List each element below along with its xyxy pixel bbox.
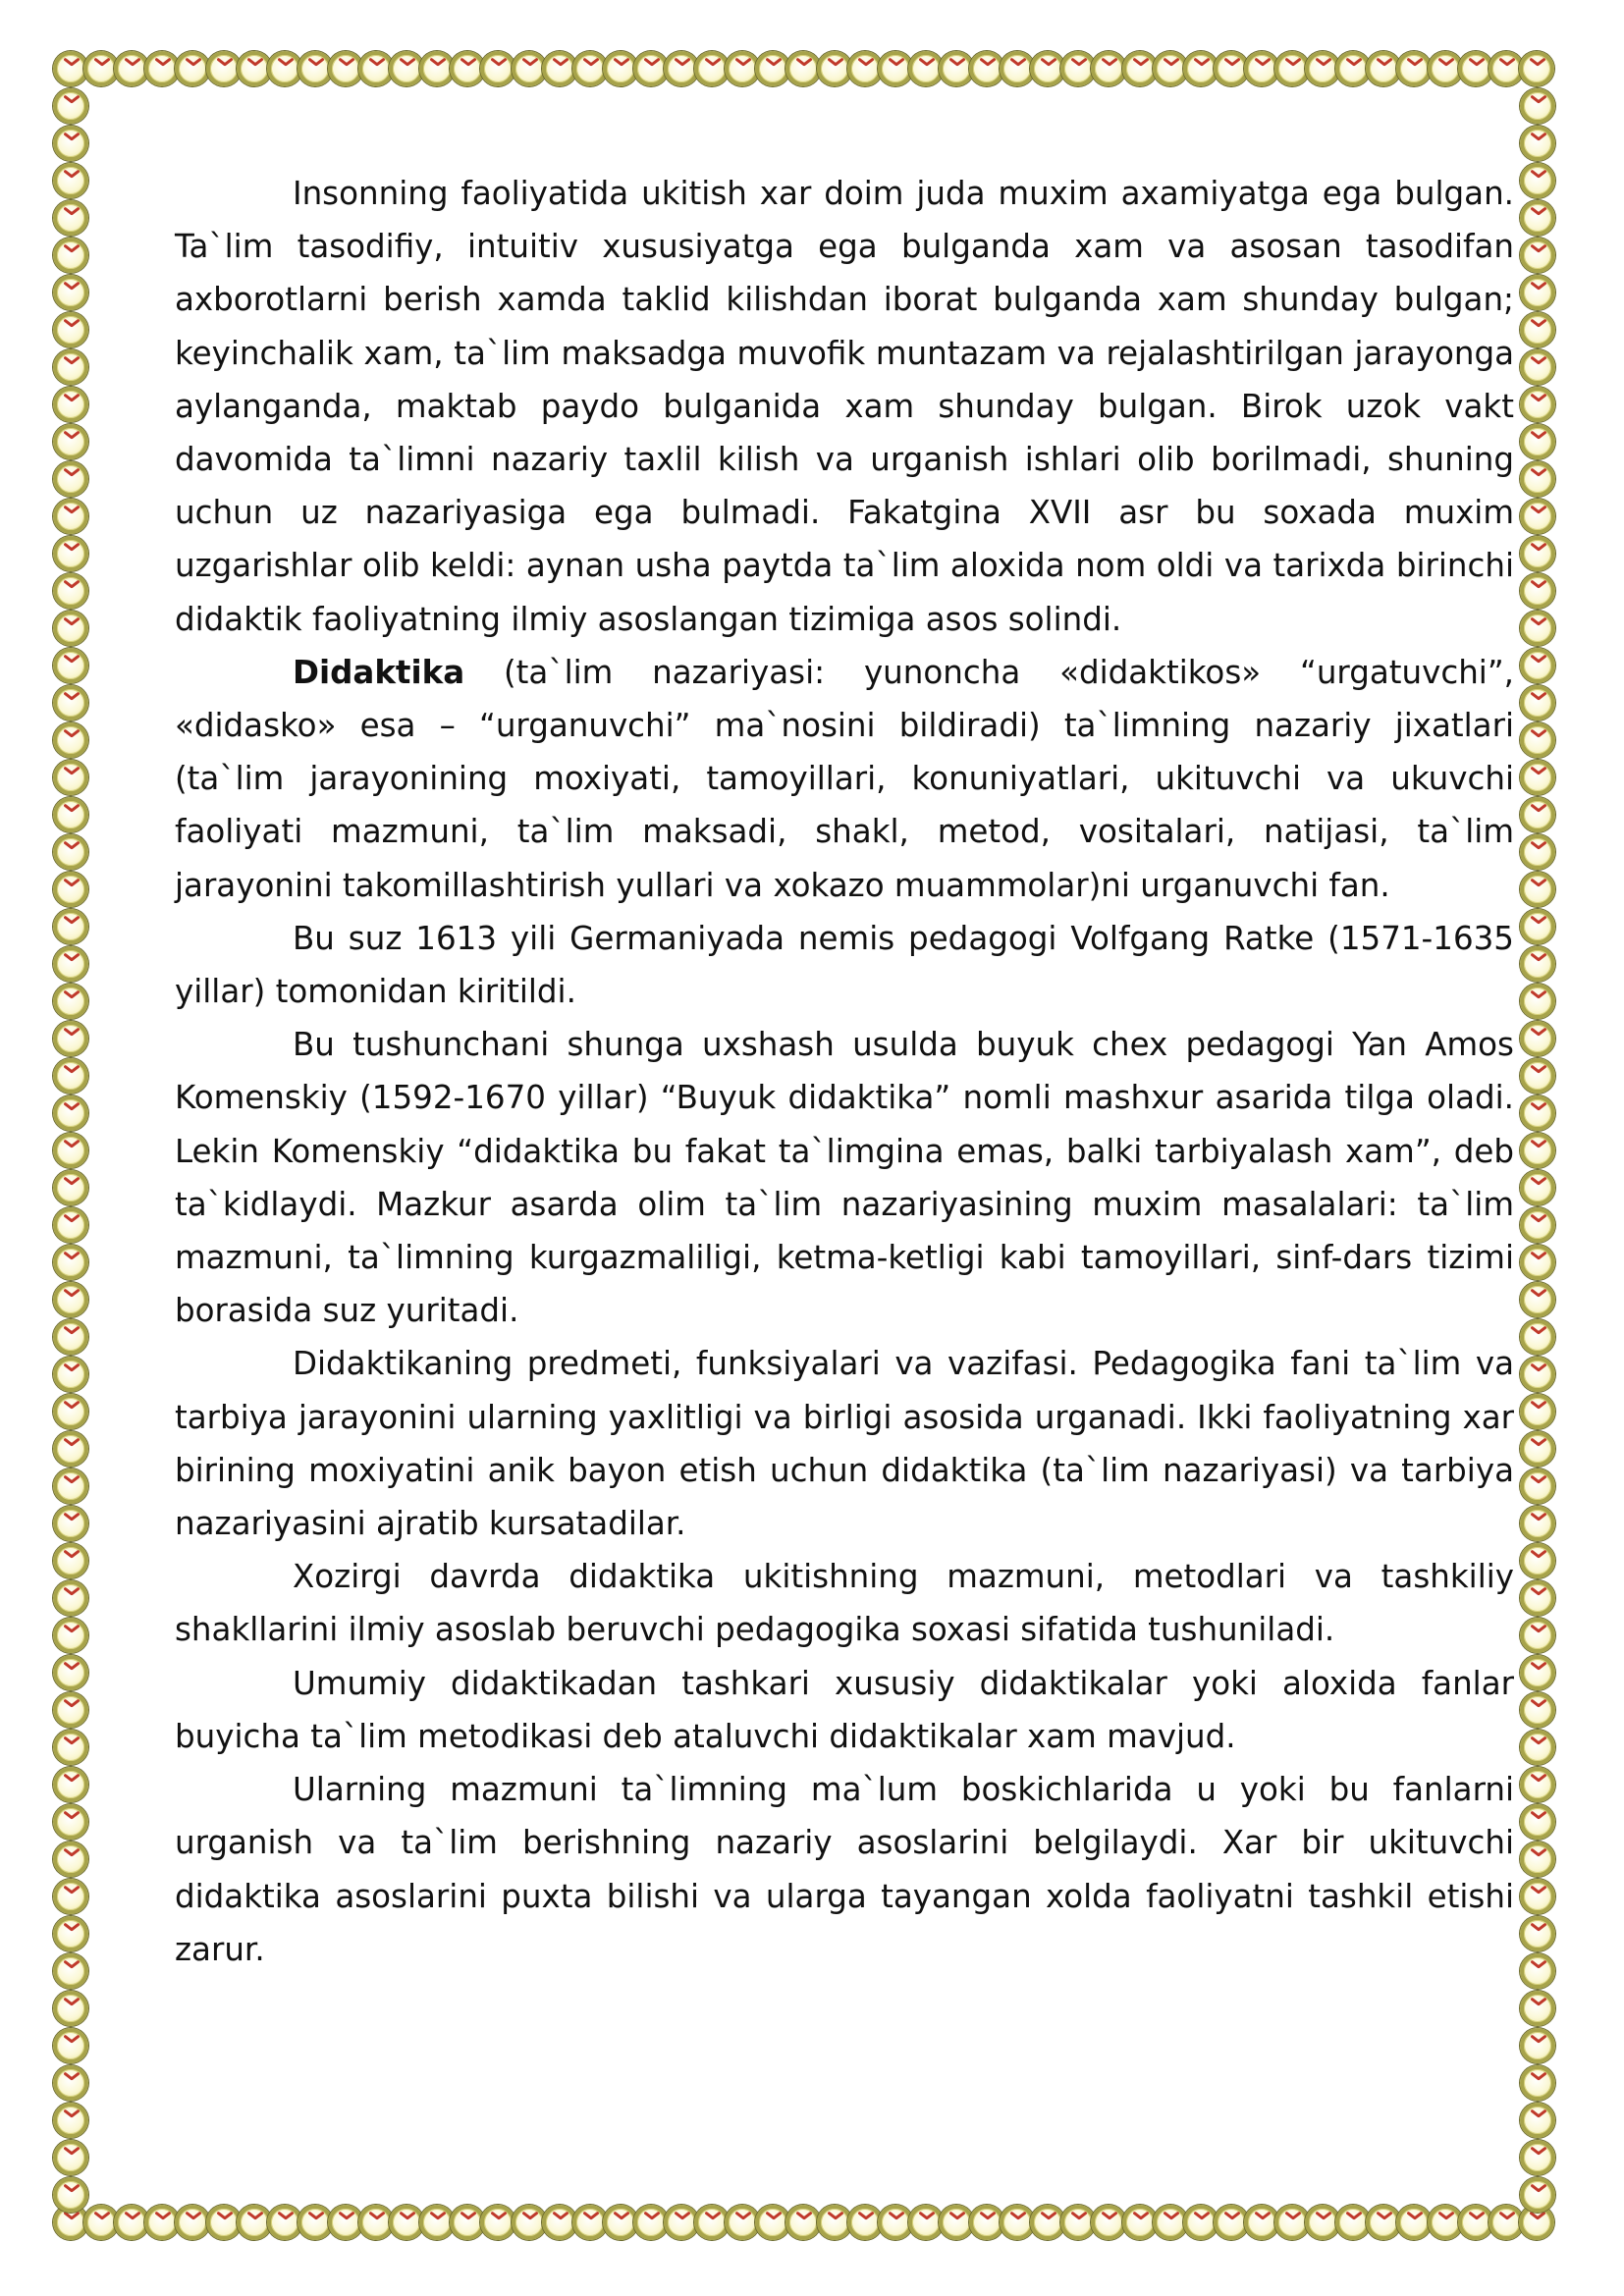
- clock-icon: [1335, 2205, 1371, 2240]
- clock-icon: [1214, 2205, 1249, 2240]
- clock-icon: [1520, 1767, 1555, 1802]
- clock-icon: [450, 2205, 485, 2240]
- clock-icon: [389, 51, 424, 86]
- clock-icon: [53, 1618, 88, 1653]
- clock-icon: [144, 2205, 180, 2240]
- clock-icon: [175, 2205, 210, 2240]
- clock-icon: [1520, 1319, 1555, 1355]
- clock-icon: [1520, 1468, 1555, 1504]
- clock-icon: [1274, 2205, 1310, 2240]
- clock-icon: [512, 51, 547, 86]
- clock-icon: [53, 1245, 88, 1280]
- clock-icon: [1489, 2205, 1524, 2240]
- clock-icon: [633, 51, 669, 86]
- clock-icon: [53, 872, 88, 907]
- clock-icon: [1366, 51, 1401, 86]
- clock-icon: [389, 2205, 424, 2240]
- clock-icon: [53, 1916, 88, 1951]
- clock-icon: [480, 51, 515, 86]
- clock-icon: [1060, 2205, 1096, 2240]
- clock-icon: [53, 1804, 88, 1840]
- clock-icon: [1520, 424, 1555, 459]
- clock-icon: [1520, 88, 1555, 124]
- clock-icon: [237, 51, 272, 86]
- clock-icon: [1122, 2205, 1158, 2240]
- clock-icon: [53, 2205, 88, 2240]
- clock-icon: [572, 2205, 608, 2240]
- clock-icon: [847, 2205, 883, 2240]
- paragraph-general: [175, 1657, 1514, 1763]
- clock-icon: [298, 2205, 333, 2240]
- paragraph-conclusion: [175, 1763, 1514, 1976]
- clock-icon: [53, 2140, 88, 2175]
- clock-icon: [1520, 200, 1555, 236]
- clock-icon: [114, 51, 149, 86]
- clock-icon: [1520, 1133, 1555, 1168]
- clock-icon: [53, 1170, 88, 1205]
- clock-icon: [1520, 461, 1555, 497]
- clock-icon: [53, 1133, 88, 1168]
- clock-icon: [847, 51, 883, 86]
- clock-icon: [1458, 51, 1493, 86]
- clock-icon: [1520, 648, 1555, 683]
- clock-icon: [53, 1655, 88, 1690]
- paragraph-intro: [175, 167, 1514, 646]
- clock-icon: [53, 499, 88, 534]
- clock-icon: [1520, 1953, 1555, 1989]
- clock-icon: [1214, 51, 1249, 86]
- clock-icon: [53, 722, 88, 758]
- clock-icon: [542, 51, 577, 86]
- paragraph-subject: [175, 1337, 1514, 1550]
- paragraph-text: Xozirgi davrda didaktika ukitishning mazmuni, metodlari va tashkiliy shakllarini ilmiy asoslab beruvchi pedagogika soxasi sifatida tushuniladi.: [175, 1558, 1514, 1649]
- clock-icon: [53, 1095, 88, 1131]
- clock-icon: [1520, 349, 1555, 385]
- clock-icon: [83, 51, 119, 86]
- clock-icon: [1091, 2205, 1126, 2240]
- clock-icon: [1520, 238, 1555, 273]
- clock-icon: [1366, 2205, 1401, 2240]
- clock-icon: [1520, 499, 1555, 534]
- clock-icon: [694, 2205, 730, 2240]
- clock-icon: [1060, 51, 1096, 86]
- clock-icon: [298, 51, 333, 86]
- paragraph-text: Bu tushunchani shunga uxshash usulda buyuk chex pedagogi Yan Amos Komenskiy (1592-1670 yillar) “Buyuk didaktika” nomli mashxur asarida tilga oladi. Lekin Komenskiy “didaktika bu fakat ta`limgina emas, balki tarbiyalash xam”, deb ta`kidlaydi. Mazkur asarda olim ta`lim nazariyasining muxim masalalari: ta`lim mazmuni, ta`limning kurgazmaliligi, ketma-ketligi kabi tamoyillari, sinf-dars tizimi borasida suz yuritadi.: [175, 1026, 1514, 1330]
- clock-icon: [53, 1767, 88, 1802]
- paragraph-modern: [175, 1550, 1514, 1656]
- clock-icon: [1520, 872, 1555, 907]
- clock-icon: [419, 2205, 455, 2240]
- clock-icon: [1520, 1879, 1555, 1914]
- clock-icon: [1520, 275, 1555, 310]
- clock-icon: [53, 2177, 88, 2213]
- clock-icon: [1520, 1506, 1555, 1541]
- clock-icon: [1183, 2205, 1218, 2240]
- clock-icon: [878, 2205, 913, 2240]
- clock-icon: [664, 2205, 699, 2240]
- clock-icon: [328, 51, 363, 86]
- clock-icon: [785, 51, 821, 86]
- clock-icon: [1520, 946, 1555, 982]
- clock-icon: [1520, 1207, 1555, 1243]
- clock-icon: [1520, 760, 1555, 795]
- clock-icon: [1520, 722, 1555, 758]
- clock-icon: [53, 1468, 88, 1504]
- clock-icon: [1520, 984, 1555, 1019]
- clock-icon: [1520, 685, 1555, 721]
- clock-icon: [267, 51, 302, 86]
- paragraph-komenskiy: [175, 1018, 1514, 1337]
- paragraph-didaktika-definition: [175, 646, 1514, 912]
- clock-icon: [1520, 1357, 1555, 1392]
- clock-icon: [572, 51, 608, 86]
- clock-icon: [1520, 797, 1555, 832]
- clock-icon: [1396, 51, 1432, 86]
- clock-icon: [1520, 536, 1555, 571]
- clock-icon: [1520, 1618, 1555, 1653]
- clock-icon: [1520, 1991, 1555, 2026]
- clock-icon: [53, 909, 88, 944]
- clock-icon: [144, 51, 180, 86]
- paragraph-ratke: [175, 912, 1514, 1018]
- clock-icon: [1520, 2140, 1555, 2175]
- clock-icon: [1520, 1543, 1555, 1578]
- clock-icon: [83, 2205, 119, 2240]
- clock-icon: [53, 387, 88, 422]
- clock-icon: [53, 238, 88, 273]
- clock-icon: [53, 611, 88, 646]
- clock-icon: [1274, 51, 1310, 86]
- clock-icon: [1520, 2103, 1555, 2138]
- clock-icon: [1520, 1842, 1555, 1877]
- clock-icon: [969, 51, 1004, 86]
- clock-icon: [1520, 163, 1555, 198]
- clock-icon: [1520, 834, 1555, 870]
- clock-icon: [53, 349, 88, 385]
- document-body: [175, 167, 1514, 1976]
- clock-icon: [53, 1058, 88, 1094]
- clock-icon: [633, 2205, 669, 2240]
- term-didaktika: Didaktika: [293, 653, 465, 691]
- clock-icon: [785, 2205, 821, 2240]
- clock-icon: [53, 51, 88, 86]
- clock-icon: [1335, 51, 1371, 86]
- clock-icon: [939, 2205, 974, 2240]
- paragraph-text: Ularning mazmuni ta`limning ma`lum boskichlarida u yoki bu fanlarni urganish va ta`lim berishning nazariy asoslarini belgilaydi. Xar bir ukituvchi didaktika asoslarini puxta bilishi va ularga tayangan xolda faoliyatni tashkil etishi zarur.: [175, 1771, 1514, 1968]
- clock-icon: [908, 51, 944, 86]
- clock-icon: [53, 126, 88, 161]
- paragraph-text: Umumiy didaktikadan tashkari xususiy didaktikalar yoki aloxida fanlar buyicha ta`lim metodikasi deb ataluvchi didaktikalar xam mavjud.: [175, 1664, 1514, 1755]
- clock-icon: [1520, 1431, 1555, 1467]
- clock-icon: [1305, 51, 1340, 86]
- clock-icon: [53, 1319, 88, 1355]
- clock-icon: [114, 2205, 149, 2240]
- clock-icon: [664, 51, 699, 86]
- clock-icon: [53, 1842, 88, 1877]
- clock-icon: [53, 1431, 88, 1467]
- clock-icon: [1520, 1394, 1555, 1429]
- clock-icon: [53, 424, 88, 459]
- clock-icon: [603, 2205, 638, 2240]
- clock-icon: [1520, 1655, 1555, 1690]
- clock-icon: [53, 1879, 88, 1914]
- clock-icon: [53, 163, 88, 198]
- clock-icon: [53, 2103, 88, 2138]
- clock-icon: [206, 2205, 242, 2240]
- clock-icon: [53, 1991, 88, 2026]
- clock-icon: [1520, 611, 1555, 646]
- paragraph-text: Didaktikaning predmeti, funksiyalari va vazifasi. Pedagogika fani ta`lim va tarbiya jarayonini ularning yaxlitligi va birligi asosida urganadi. Ikki faoliyatning xar birining moxiyatini anik bayon etish uchun didaktika (ta`lim nazariyasi) va tarbiya nazariyasini ajratib kursatadilar.: [175, 1345, 1514, 1543]
- clock-icon: [1520, 1170, 1555, 1205]
- clock-icon: [53, 1357, 88, 1392]
- clock-icon: [1091, 51, 1126, 86]
- clock-icon: [969, 2205, 1004, 2240]
- clock-icon: [53, 2028, 88, 2063]
- clock-icon: [328, 2205, 363, 2240]
- clock-icon: [53, 1730, 88, 1765]
- clock-icon: [1520, 1021, 1555, 1056]
- clock-icon: [1489, 51, 1524, 86]
- clock-icon: [1520, 1245, 1555, 1280]
- clock-icon: [267, 2205, 302, 2240]
- clock-icon: [175, 51, 210, 86]
- clock-icon: [53, 1506, 88, 1541]
- clock-icon: [53, 1692, 88, 1728]
- clock-icon: [603, 51, 638, 86]
- clock-icon: [908, 2205, 944, 2240]
- clock-icon: [206, 51, 242, 86]
- clock-icon: [53, 536, 88, 571]
- paragraph-text: Bu suz 1613 yili Germaniyada nemis pedagogi Volfgang Ratke (1571-1635 yillar) tomonidan kiritildi.: [175, 919, 1514, 1011]
- clock-icon: [755, 51, 790, 86]
- clock-icon: [358, 51, 394, 86]
- clock-icon: [1519, 51, 1554, 86]
- clock-icon: [1000, 51, 1035, 86]
- clock-icon: [53, 1953, 88, 1989]
- clock-icon: [1244, 51, 1279, 86]
- clock-icon: [542, 2205, 577, 2240]
- clock-icon: [512, 2205, 547, 2240]
- clock-icon: [53, 1580, 88, 1616]
- clock-icon: [1520, 1058, 1555, 1094]
- clock-icon: [1520, 126, 1555, 161]
- clock-icon: [53, 797, 88, 832]
- clock-icon: [1520, 573, 1555, 609]
- clock-icon: [53, 275, 88, 310]
- clock-icon: [1153, 2205, 1188, 2240]
- clock-icon: [53, 2065, 88, 2101]
- clock-icon: [1520, 1730, 1555, 1765]
- clock-icon: [1520, 2177, 1555, 2213]
- clock-icon: [53, 834, 88, 870]
- clock-icon: [53, 1207, 88, 1243]
- clock-icon: [939, 51, 974, 86]
- clock-icon: [694, 51, 730, 86]
- clock-icon: [53, 1543, 88, 1578]
- paragraph-text: (ta`lim nazariyasi: yunoncha «didaktikos» “urgatuvchi”, «didasko» esa – “urganuvchi” ma`nosini bildiradi) ta`limning nazariy jixatlari (ta`lim jarayonining moxiyati, tamoyillari, konuniyatlari, ukituvchi va ukuvchi faoliyati mazmuni, ta`lim maksadi, shakl, metod, vositalari, natijasi, ta`lim jarayonini takomillashtirish yullari va xokazo muammolar)ni urganuvchi fan.: [175, 653, 1514, 904]
- clock-icon: [1519, 2205, 1554, 2240]
- clock-icon: [1030, 2205, 1065, 2240]
- clock-icon: [1520, 1580, 1555, 1616]
- clock-icon: [1520, 1916, 1555, 1951]
- clock-icon: [1520, 312, 1555, 347]
- clock-icon: [1183, 51, 1218, 86]
- clock-icon: [1396, 2205, 1432, 2240]
- clock-icon: [53, 200, 88, 236]
- clock-icon: [1122, 51, 1158, 86]
- clock-icon: [1520, 2065, 1555, 2101]
- clock-icon: [358, 2205, 394, 2240]
- clock-icon: [1520, 1095, 1555, 1131]
- clock-icon: [1030, 51, 1065, 86]
- clock-icon: [53, 685, 88, 721]
- clock-icon: [1000, 2205, 1035, 2240]
- clock-icon: [725, 51, 760, 86]
- clock-icon: [53, 573, 88, 609]
- clock-icon: [1520, 1804, 1555, 1840]
- clock-icon: [1153, 51, 1188, 86]
- clock-icon: [53, 946, 88, 982]
- clock-icon: [53, 312, 88, 347]
- clock-icon: [53, 1282, 88, 1317]
- clock-icon: [53, 1394, 88, 1429]
- clock-icon: [1428, 2205, 1463, 2240]
- clock-icon: [1428, 51, 1463, 86]
- clock-icon: [53, 1021, 88, 1056]
- clock-icon: [1520, 909, 1555, 944]
- clock-icon: [1520, 2028, 1555, 2063]
- clock-icon: [878, 51, 913, 86]
- clock-icon: [53, 984, 88, 1019]
- clock-icon: [1244, 2205, 1279, 2240]
- clock-icon: [725, 2205, 760, 2240]
- clock-icon: [53, 461, 88, 497]
- clock-icon: [419, 51, 455, 86]
- clock-icon: [817, 2205, 852, 2240]
- clock-icon: [1305, 2205, 1340, 2240]
- clock-icon: [53, 88, 88, 124]
- clock-icon: [450, 51, 485, 86]
- clock-icon: [237, 2205, 272, 2240]
- clock-icon: [1458, 2205, 1493, 2240]
- paragraph-text: Insonning faoliyatida ukitish xar doim juda muxim axamiyatga ega bulgan. Ta`lim tasodifiy, intuitiv xususiyatga ega bulganda xam va asosan tasodifan axborotlarni berish xamda taklid kilishdan iborat bulganda xam shunday bulgan; keyinchalik xam, ta`lim maksadga muvofik muntazam va rejalashtirilgan jarayonga aylanganda, maktab paydo bulganida xam shunday bulgan. Birok uzok vakt davomida ta`limni nazariy taxlil kilish va urganish ishlari olib borilmadi, shuning uchun uz nazariyasiga ega bulmadi. Fakatgina XVII asr bu soxada muxim uzgarishlar olib keldi: aynan usha paytda ta`lim aloxida nom oldi va tarixda birinchi didaktik faoliyatning ilmiy asoslangan tizimiga asos solindi.: [175, 175, 1514, 638]
- clock-icon: [1520, 1282, 1555, 1317]
- clock-icon: [53, 760, 88, 795]
- clock-icon: [480, 2205, 515, 2240]
- clock-icon: [53, 648, 88, 683]
- clock-icon: [1520, 387, 1555, 422]
- clock-icon: [755, 2205, 790, 2240]
- clock-icon: [817, 51, 852, 86]
- clock-icon: [1520, 1692, 1555, 1728]
